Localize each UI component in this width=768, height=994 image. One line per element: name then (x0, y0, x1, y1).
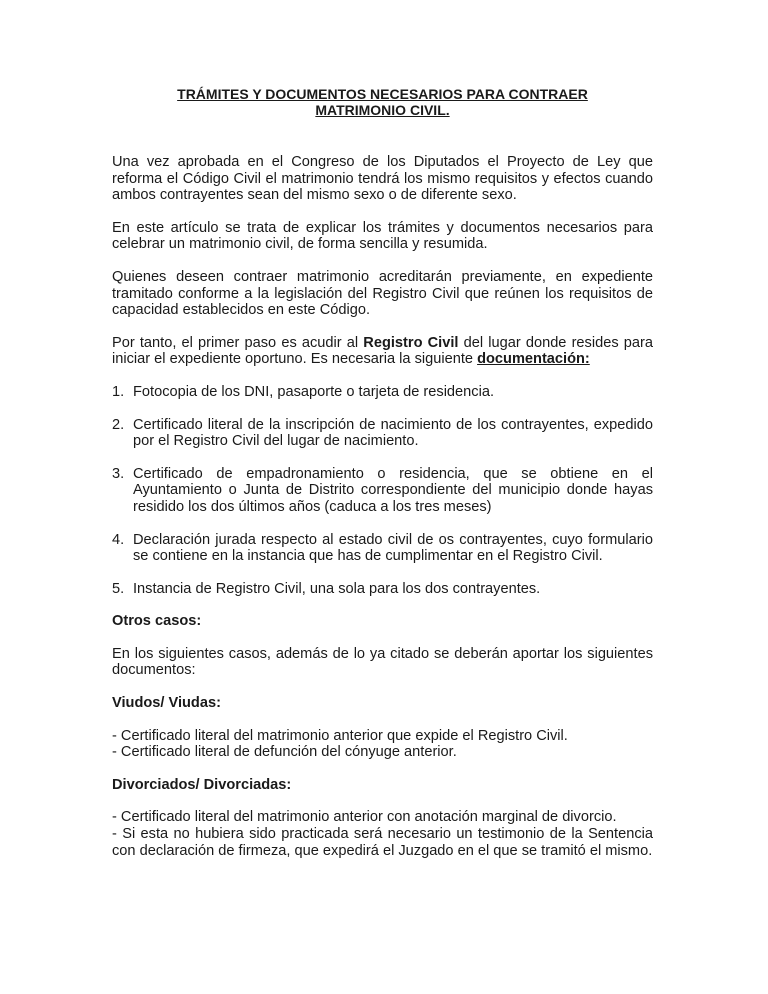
divorced-item: - Si esta no hubiera sido practicada será necesario un testimonio de la Sentencia con declaración de firmeza, que expedirá el Juzgado en el que se tramitó el mismo. (112, 826, 653, 859)
registro-civil-emphasis: Registro Civil (363, 334, 459, 351)
first-step-text-a: Por tanto, el primer paso es acudir al (112, 334, 364, 351)
required-documents-list (112, 384, 653, 597)
widowed-item: - Certificado literal de defunción del cónyuge anterior. (112, 744, 457, 761)
list-item-number: 2. (112, 416, 125, 433)
first-step-paragraph (112, 335, 653, 368)
list-item (112, 532, 653, 565)
purpose-paragraph: En este artículo se trata de explicar los trámites y documentos necesarios para celebrar un matrimonio civil, de forma sencilla y resumida. (112, 219, 653, 253)
list-item-text: Instancia de Registro Civil, una sola para los dos contrayentes. (133, 580, 541, 597)
other-cases-intro: En los siguientes casos, además de lo ya citado se deberán aportar los siguientes documentos: (112, 645, 653, 679)
list-item (112, 466, 653, 516)
requirement-paragraph: Quienes deseen contraer matrimonio acreditarán previamente, en expediente tramitado conforme a la legislación del Registro Civil que reúnen los requisitos de capacidad establecidos en este Código. (112, 268, 653, 319)
widowed-heading: Viudos/ Viudas: (112, 695, 221, 712)
list-item-number: 1. (112, 383, 125, 400)
list-item-number: 4. (112, 531, 125, 548)
list-item-text: Certificado literal de la inscripción de nacimiento de los contrayentes, expedido por el Registro Civil del lugar de nacimiento. (133, 416, 653, 450)
list-item-number: 5. (112, 580, 125, 597)
title-line-2: MATRIMONIO CIVIL. (315, 102, 450, 118)
divorced-heading: Divorciados/ Divorciadas: (112, 776, 292, 793)
document-title (112, 86, 653, 118)
list-item (112, 384, 653, 401)
first-step-text-b: del lugar donde resides para iniciar el expediente oportuno. Es necesaria la siguiente (112, 334, 653, 368)
documentacion-emphasis: documentación: (477, 351, 590, 368)
list-item (112, 417, 653, 450)
list-item (112, 581, 653, 598)
title-line-1: TRÁMITES Y DOCUMENTOS NECESARIOS PARA CONTRAER (177, 86, 588, 102)
divorced-item: - Certificado literal del matrimonio anterior con anotación marginal de divorcio. (112, 809, 617, 826)
list-item-text: Declaración jurada respecto al estado civil de os contrayentes, cuyo formulario se contiene en la instancia que has de cumplimentar en el Registro Civil. (133, 531, 653, 565)
list-item-number: 3. (112, 465, 125, 482)
divorced-documents (112, 809, 653, 859)
widowed-item: - Certificado literal del matrimonio anterior que expide el Registro Civil. (112, 727, 568, 744)
widowed-documents (112, 728, 653, 761)
document-page (112, 86, 653, 859)
intro-paragraph: Una vez aprobada en el Congreso de los Diputados el Proyecto de Ley que reforma el Código Civil el matrimonio tendrá los mismo requisitos y efectos cuando ambos contrayentes sean del mismo sexo o de diferente sexo. (112, 154, 653, 204)
list-item-text: Certificado de empadronamiento o residencia, que se obtiene en el Ayuntamiento o Junta de Distrito correspondiente del municipio donde hayas residido los dos últimos años (caduca a los tres meses) (133, 465, 653, 515)
list-item-text: Fotocopia de los DNI, pasaporte o tarjeta de residencia. (133, 383, 494, 400)
other-cases-heading: Otros casos: (112, 613, 202, 630)
